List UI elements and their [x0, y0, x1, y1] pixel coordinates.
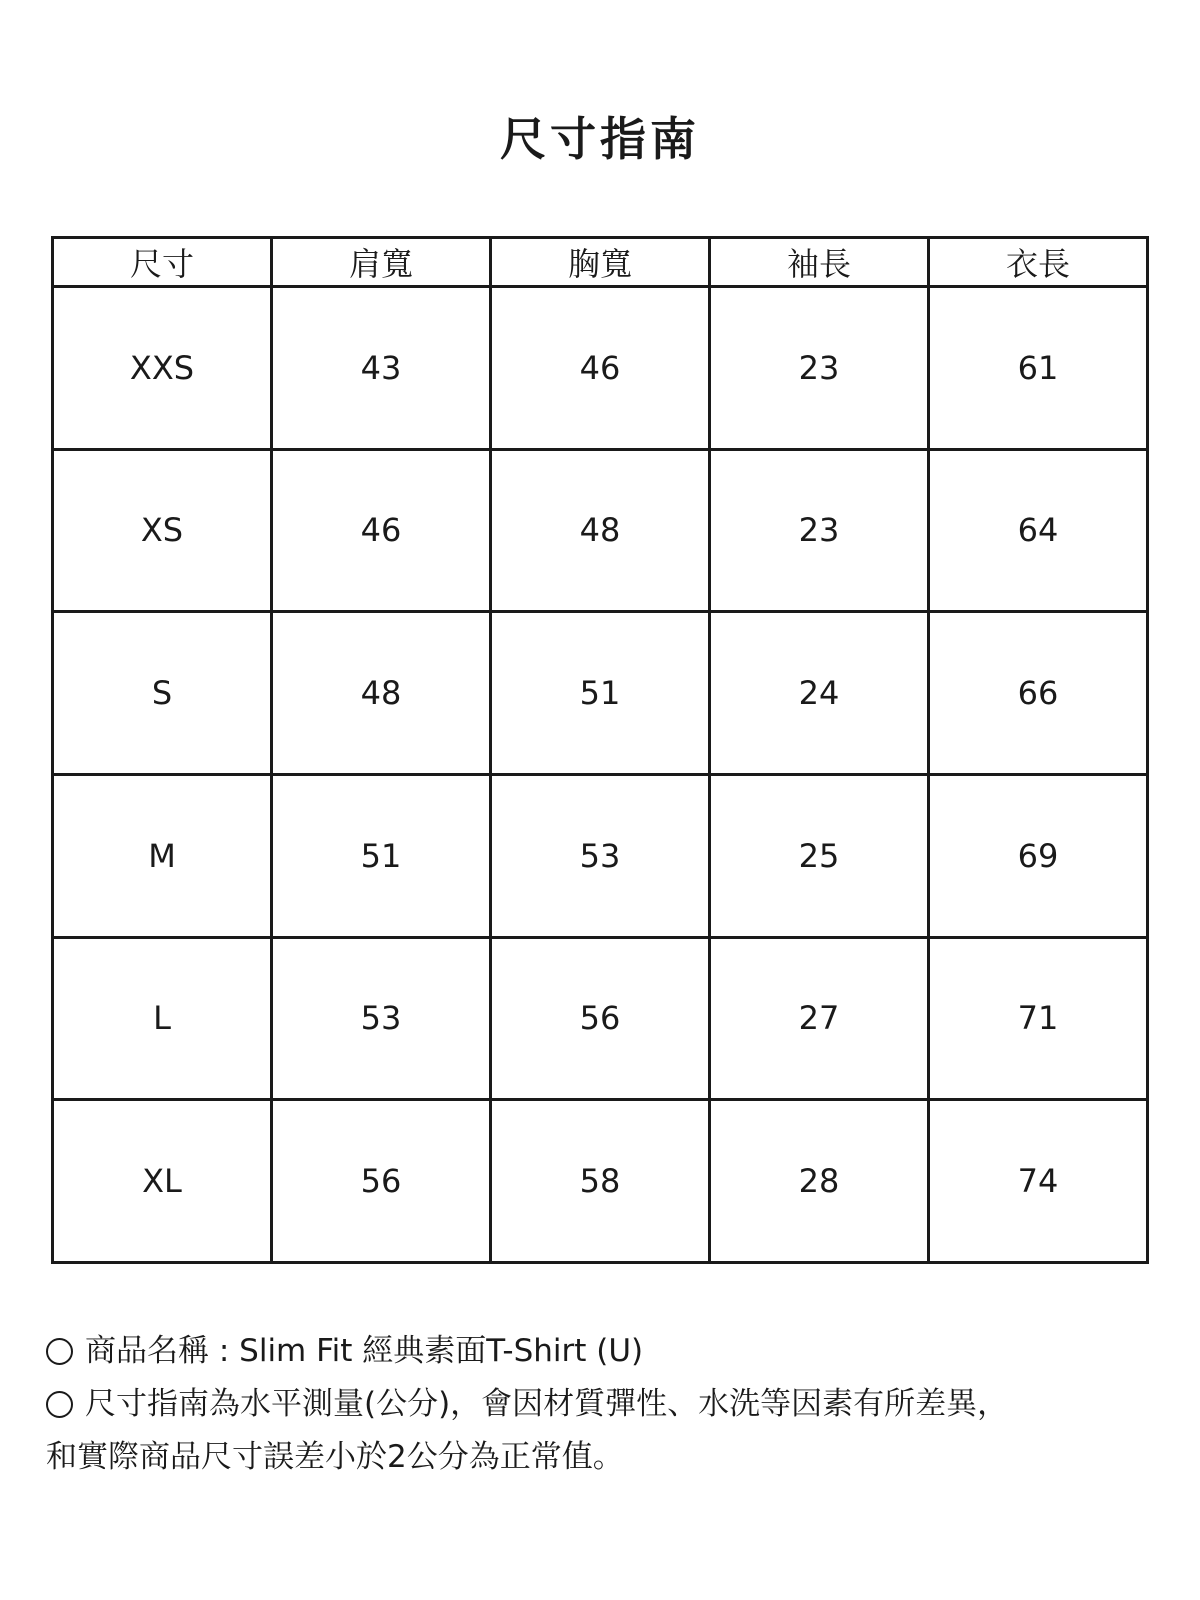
page-title: 尺寸指南 — [500, 112, 700, 166]
cell-chest: 58 — [491, 1100, 710, 1263]
note-text: 商品名稱 : Slim Fit 經典素面T-Shirt (U) — [85, 1333, 644, 1369]
header-sleeve-length: 袖長 — [710, 238, 929, 287]
cell-chest: 46 — [491, 287, 710, 450]
cell-shoulder: 53 — [272, 937, 491, 1100]
cell-shoulder: 51 — [272, 774, 491, 937]
cell-chest: 51 — [491, 612, 710, 775]
note-text: 尺寸指南為水平測量(公分)，會因材質彈性、水洗等因素有所差異， — [85, 1386, 1009, 1422]
circle-bullet-icon — [46, 1391, 73, 1418]
cell-size: XL — [53, 1100, 272, 1263]
note-tolerance: 和實際商品尺寸誤差小於2公分為正常值。 — [46, 1439, 624, 1475]
cell-length: 71 — [929, 937, 1148, 1100]
cell-length: 64 — [929, 449, 1148, 612]
cell-size: L — [53, 937, 272, 1100]
note-measurement — [46, 1378, 1156, 1431]
note-product-name — [46, 1325, 1156, 1378]
header-chest-width: 胸寬 — [491, 238, 710, 287]
table-row — [53, 287, 1148, 450]
cell-chest: 56 — [491, 937, 710, 1100]
table-row — [53, 774, 1148, 937]
cell-sleeve: 25 — [710, 774, 929, 937]
cell-size: XXS — [53, 287, 272, 450]
header-body-length: 衣長 — [929, 238, 1148, 287]
cell-sleeve: 27 — [710, 937, 929, 1100]
cell-length: 66 — [929, 612, 1148, 775]
cell-sleeve: 24 — [710, 612, 929, 775]
cell-chest: 53 — [491, 774, 710, 937]
cell-shoulder: 46 — [272, 449, 491, 612]
table-row — [53, 612, 1148, 775]
cell-length: 61 — [929, 287, 1148, 450]
header-shoulder-width: 肩寬 — [272, 238, 491, 287]
cell-sleeve: 23 — [710, 287, 929, 450]
circle-bullet-icon — [46, 1338, 73, 1365]
cell-chest: 48 — [491, 449, 710, 612]
cell-length: 74 — [929, 1100, 1148, 1263]
cell-shoulder: 56 — [272, 1100, 491, 1263]
cell-shoulder: 43 — [272, 287, 491, 450]
table-header-row — [53, 238, 1148, 287]
table-row — [53, 937, 1148, 1100]
cell-sleeve: 23 — [710, 449, 929, 612]
table-row — [53, 1100, 1148, 1263]
cell-size: XS — [53, 449, 272, 612]
notes-section — [46, 1325, 1156, 1484]
cell-size: S — [53, 612, 272, 775]
cell-length: 69 — [929, 774, 1148, 937]
size-chart-table — [51, 236, 1149, 1264]
table-row — [53, 449, 1148, 612]
cell-shoulder: 48 — [272, 612, 491, 775]
cell-size: M — [53, 774, 272, 937]
header-size: 尺寸 — [53, 238, 272, 287]
cell-sleeve: 28 — [710, 1100, 929, 1263]
